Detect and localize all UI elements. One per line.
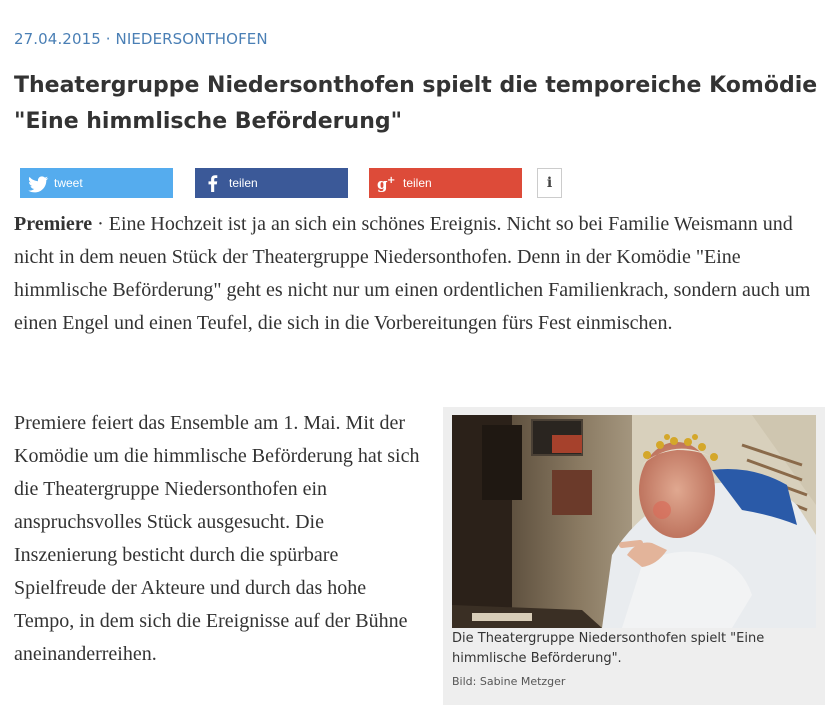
- figure-caption: Die Theatergruppe Niedersonthofen spielt "Eine himmlische Beförderung".: [452, 631, 765, 666]
- article-date: 27.04.2015: [14, 30, 101, 48]
- info-icon: i: [546, 175, 553, 191]
- google-plus-icon: [375, 168, 399, 198]
- svg-text:g: g: [377, 175, 388, 193]
- tweet-label: tweet: [54, 176, 83, 190]
- article-meta: [14, 30, 268, 48]
- share-info-button[interactable]: [537, 168, 562, 198]
- article-lead-paragraph: [14, 208, 819, 340]
- article-photo[interactable]: [452, 415, 816, 628]
- article-location[interactable]: NIEDERSONTHOFEN: [115, 30, 268, 48]
- article-figure: [443, 407, 825, 705]
- article-title: Theatergruppe Niedersonthofen spielt die temporeiche Komödie "Eine himmlische Beförderung": [14, 73, 818, 134]
- facebook-share-button[interactable]: [195, 168, 348, 198]
- lead-text: Eine Hochzeit ist ja an sich ein schönes Ereignis. Nicht so bei Familie Weismann und nicht in dem neuen Stück der Theatergruppe Niedersonthofen. Denn in der Komödie "Eine himmlische Beförderung" geht es nicht nur um einen ordentlichen Familienkrach, sondern auch um einen Engel und einen Teufel, die sich in die Vorbereitungen fürs Fest einmischen.: [14, 213, 811, 334]
- facebook-f-icon: [201, 168, 225, 198]
- facebook-share-label: teilen: [229, 176, 258, 190]
- tweet-button[interactable]: [20, 168, 173, 198]
- lead-separator: ·: [92, 213, 109, 235]
- svg-text:+: +: [387, 175, 396, 186]
- lead-label: Premiere: [14, 213, 93, 235]
- figure-credit: Bild: Sabine Metzger: [452, 675, 566, 688]
- google-plus-share-label: teilen: [403, 176, 432, 190]
- twitter-bird-icon: [26, 168, 50, 198]
- article-paragraph: Premiere feiert das Ensemble am 1. Mai. Mit der Komödie um die himmlische Beförderung hat sich die Theatergruppe Niedersonthofen ein anspruchsvolles Stück ausgesucht. Die Inszenierung besticht durch die spürbare Spielfreude der Akteure und durch das hohe Tempo, in dem sich die Ereignisse auf der Bühne aneinanderreihen.: [14, 412, 420, 665]
- meta-separator: ·: [100, 30, 116, 48]
- google-plus-share-button[interactable]: [369, 168, 522, 198]
